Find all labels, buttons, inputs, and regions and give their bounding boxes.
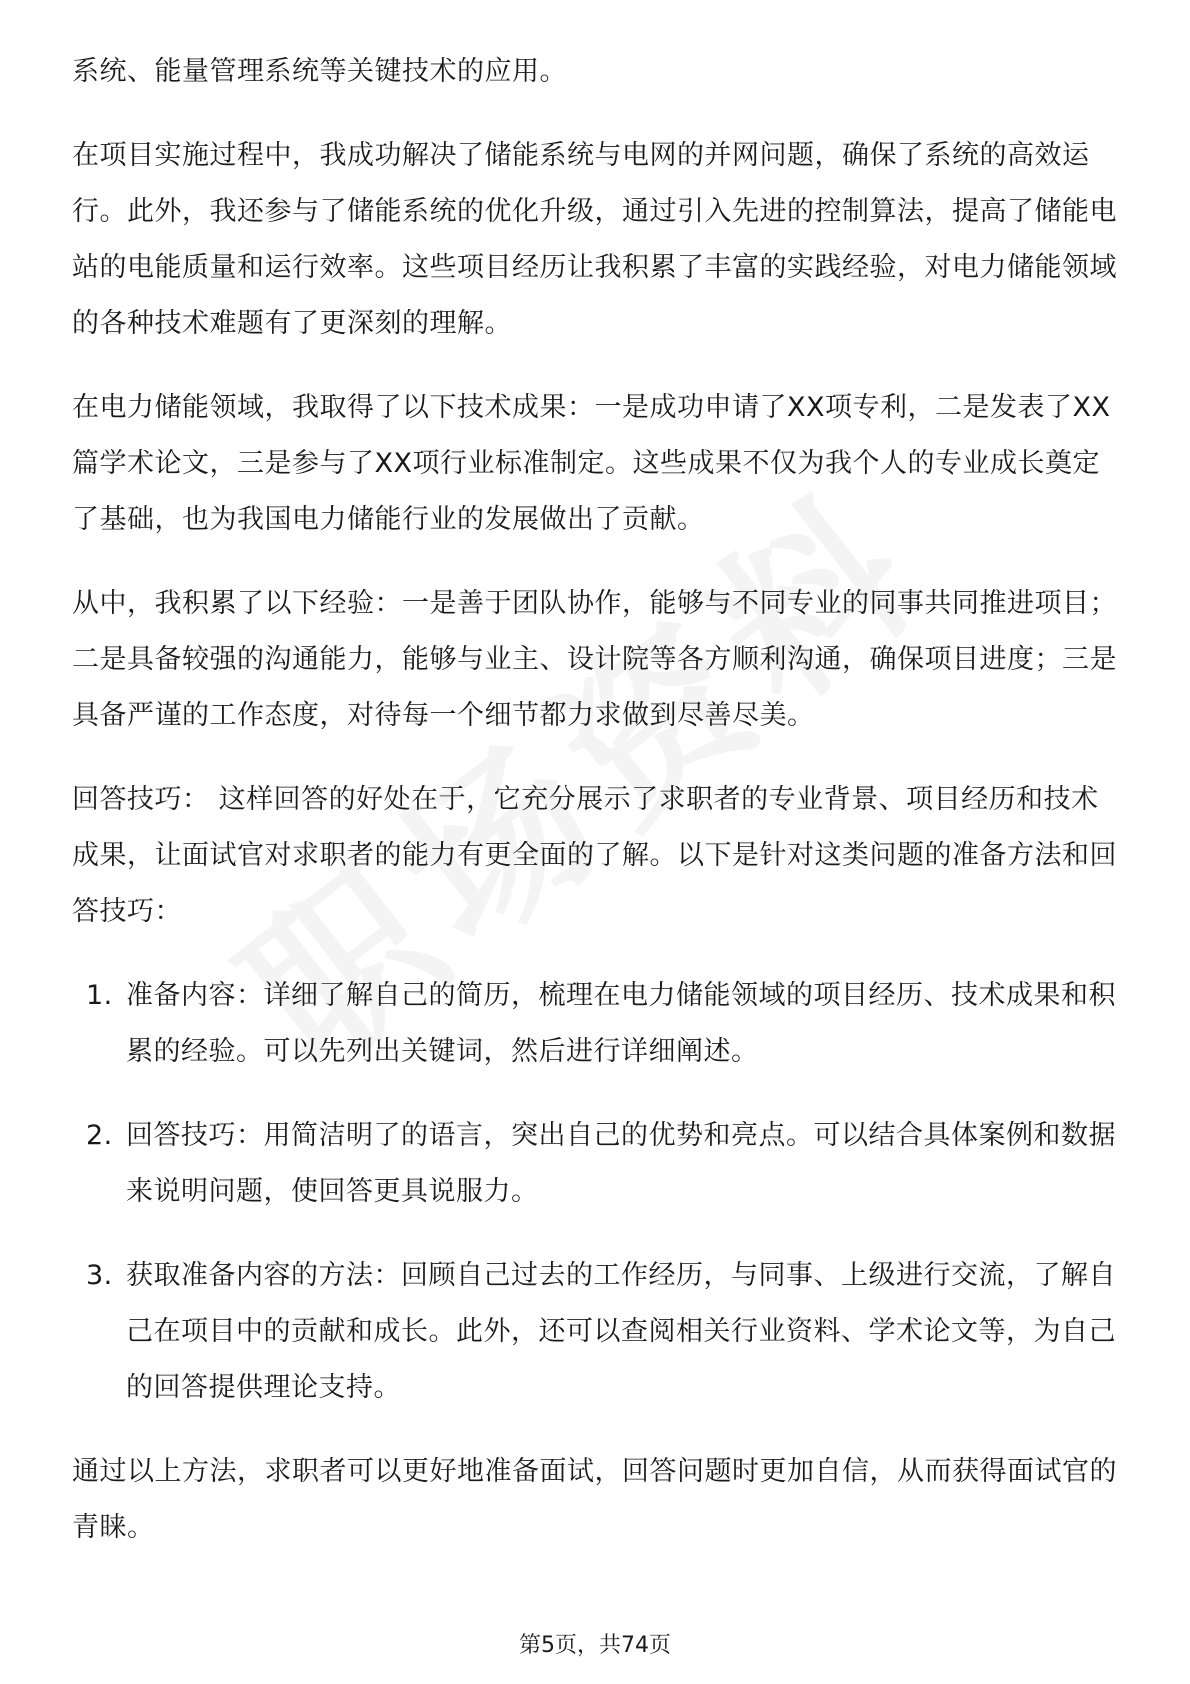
closing-paragraph: 通过以上方法，求职者可以更好地准备面试，回答问题时更加自信，从而获得面试官的青睐。 — [72, 1456, 1117, 1543]
list-item — [72, 968, 1122, 1080]
paragraph-5: 回答技巧： 这样回答的好处在于，它充分展示了求职者的专业背景、项目经历和技术成果，让面试官对求职者的能力有更全面的了解。以下是针对这类问题的准备方法和回答技巧： — [72, 784, 1117, 927]
list-item-text: 获取准备内容的方法：回顾自己过去的工作经历，与同事、上级进行交流，了解自己在项目中的贡献和成长。此外，还可以查阅相关行业资料、学术论文等，为自己的回答提供理论支持。 — [126, 1260, 1116, 1403]
document-body — [72, 44, 1122, 1584]
paragraph-2: 在项目实施过程中，我成功解决了储能系统与电网的并网问题，确保了系统的高效运行。此外，我还参与了储能系统的优化升级，通过引入先进的控制算法，提高了储能电站的电能质量和运行效率。这些项目经历让我积累了丰富的实践经验，对电力储能领域的各种技术难题有了更深刻的理解。 — [72, 140, 1117, 339]
list-number: 1. — [86, 980, 113, 1011]
list-item-text: 回答技巧：用简洁明了的语言，突出自己的优势和亮点。可以结合具体案例和数据来说明问题，使回答更具说服力。 — [126, 1120, 1116, 1207]
list-item-text: 准备内容：详细了解自己的简历，梳理在电力储能领域的项目经历、技术成果和积累的经验。可以先列出关键词，然后进行详细阐述。 — [126, 980, 1116, 1067]
list-item — [72, 1108, 1122, 1220]
paragraph-4: 从中，我积累了以下经验：一是善于团队协作，能够与不同专业的同事共同推进项目；二是具备较强的沟通能力，能够与业主、设计院等各方顺利沟通，确保项目进度；三是具备严谨的工作态度，对待每一个细节都力求做到尽善尽美。 — [72, 588, 1117, 731]
tips-list — [72, 968, 1122, 1416]
list-item — [72, 1248, 1122, 1416]
list-number: 3. — [86, 1260, 113, 1291]
paragraph-1: 系统、能量管理系统等关键技术的应用。 — [72, 56, 567, 87]
list-number: 2. — [86, 1120, 113, 1151]
page-number: 第5页，共74页 — [519, 1633, 671, 1658]
paragraph-3: 在电力储能领域，我取得了以下技术成果：一是成功申请了XX项专利，二是发表了XX篇学术论文，三是参与了XX项行业标准制定。这些成果不仅为我个人的专业成长奠定了基础，也为我国电力储能行业的发展做出了贡献。 — [72, 392, 1111, 535]
